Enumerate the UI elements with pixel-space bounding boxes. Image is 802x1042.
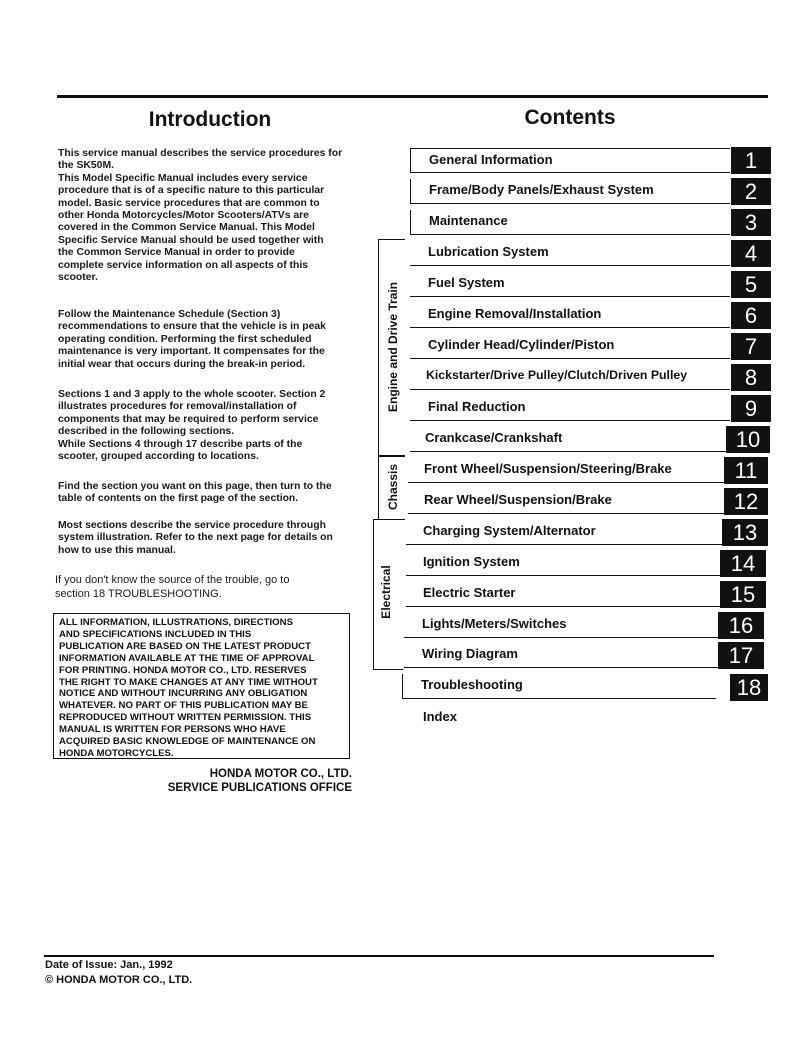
section-number-badge[interactable]: 7 (731, 333, 771, 360)
contents-row-7[interactable] (410, 334, 730, 359)
section-number-badge[interactable]: 17 (718, 642, 764, 669)
contents-row-17[interactable] (404, 643, 718, 668)
section-number-badge[interactable]: 10 (726, 426, 770, 453)
intro-paragraph-4: Find the section you want on this page, then turn to the table of contents on the first page of the section. (58, 481, 332, 505)
contents-row-4[interactable] (410, 241, 730, 266)
section-number-badge[interactable]: 16 (718, 612, 764, 639)
issue-date: Date of Issue: Jan., 1992 (45, 959, 173, 971)
contents-row-5[interactable] (410, 272, 730, 297)
section-number-badge[interactable]: 3 (731, 209, 771, 236)
electrical-group-label: Electrical (379, 565, 393, 619)
contents-row-11[interactable] (408, 458, 724, 483)
section-label: Cylinder Head/Cylinder/Piston (428, 337, 615, 352)
section-number-badge[interactable]: 1 (731, 147, 771, 174)
intro-paragraph-5: Most sections describe the service procedure through system illustration. Refer to the next page for details on how to use this manual. (58, 520, 333, 556)
section-number-badge[interactable]: 14 (720, 550, 766, 577)
contents-row-10[interactable] (410, 427, 726, 452)
section-number-badge[interactable]: 2 (731, 178, 771, 205)
index-link[interactable]: Index (423, 709, 457, 724)
legal-notice-box: ALL INFORMATION, ILLUSTRATIONS, DIRECTIONS AND SPECIFICATIONS INCLUDED IN THIS PUBLICATION ARE BASED ON THE LATEST PRODUCT INFORMATION AVAILABLE AT THE TIME OF APPROVAL FOR PRINTING. HONDA MOTOR CO., LTD. RESERVES THE RIGHT TO MAKE CHANGES AT ANY TIME WITHOUT NOTICE AND WITHOUT INCURRING ANY OBLIGATION WHATEVER. NO PART OF THIS PUBLICATION MAY BE REPRODUCED WITHOUT WRITTEN PERMISSION. THIS MANUAL IS WRITTEN FOR PERSONS WHO HAVE ACQUIRED BASIC KNOWLEDGE OF MAINTENANCE ON HONDA MOTORCYCLES. (53, 613, 350, 759)
section-label: Fuel System (428, 275, 505, 290)
contents-row-18[interactable] (402, 674, 716, 699)
section-label: Lights/Meters/Switches (422, 616, 567, 631)
section-label: Wiring Diagram (422, 646, 518, 661)
intro-paragraph-3: Sections 1 and 3 apply to the whole scooter. Section 2 illustrates procedures for removal/installation of components that may be required to perform service described in the following sections. While Sections 4 through 17 describe parts of the scooter, grouped according to locations. (58, 389, 326, 463)
contents-row-15[interactable] (406, 582, 720, 607)
contents-row-14[interactable] (406, 551, 720, 576)
section-label: Electric Starter (423, 585, 516, 600)
publisher-block: HONDA MOTOR CO., LTD. SERVICE PUBLICATIONS OFFICE (167, 768, 352, 794)
section-label: Maintenance (429, 213, 508, 228)
section-number-badge[interactable]: 11 (724, 457, 768, 484)
contents-row-1[interactable] (410, 148, 730, 173)
section-label: Engine Removal/Installation (428, 306, 602, 321)
section-label: Charging System/Alternator (423, 523, 596, 538)
section-label: Final Reduction (428, 399, 526, 414)
bottom-rule (44, 955, 714, 957)
section-label: Troubleshooting (421, 677, 523, 692)
contents-row-8[interactable] (410, 365, 730, 390)
contents-row-13[interactable] (406, 520, 722, 545)
section-number-badge[interactable]: 12 (724, 488, 768, 515)
intro-paragraph-6: If you don't know the source of the trouble, go to section 18 TROUBLESHOOTING. (55, 574, 290, 600)
top-rule (57, 95, 768, 98)
contents-row-6[interactable] (410, 303, 730, 328)
intro-paragraph-1: This service manual describes the service procedures for the SK50M. This Model Specific Manual includes every service procedure that is of a specific nature to this particular model. Basic service procedures that are common to other Honda Motorcycles/Motor Scooters/ATVs are covered in the Common Service Manual. This Model Specific Service Manual should be used together with the Common Service Manual in order to provide complete service information on all aspects of this scooter. (58, 148, 343, 284)
contents-row-9[interactable] (410, 396, 730, 421)
section-label: Frame/Body Panels/Exhaust System (429, 182, 654, 197)
section-number-badge[interactable]: 8 (731, 364, 771, 391)
contents-heading: Contents (524, 106, 616, 129)
engine-group-label: Engine and Drive Train (386, 281, 400, 413)
intro-paragraph-2: Follow the Maintenance Schedule (Section 3) recommendations to ensure that the vehicle is in peak operating condition. Performing the first scheduled maintenance is very important. It compensates for the initial wear that occurs during the break-in period. (58, 309, 326, 370)
introduction-heading: Introduction (148, 108, 272, 131)
chassis-group-label: Chassis (386, 463, 400, 511)
section-number-badge[interactable]: 15 (720, 581, 766, 608)
section-label: General Information (429, 152, 553, 167)
section-label: Front Wheel/Suspension/Steering/Brake (424, 461, 672, 476)
section-label: Lubrication System (428, 244, 549, 259)
section-number-badge[interactable]: 6 (731, 302, 771, 329)
section-number-badge[interactable]: 9 (731, 395, 771, 422)
copyright: © HONDA MOTOR CO., LTD. (45, 974, 193, 986)
section-label: Ignition System (423, 554, 520, 569)
section-label: Kickstarter/Drive Pulley/Clutch/Driven Pulley (426, 368, 688, 382)
contents-row-12[interactable] (408, 489, 724, 514)
contents-row-2[interactable] (410, 179, 730, 204)
section-number-badge[interactable]: 4 (731, 240, 771, 267)
section-label: Crankcase/Crankshaft (425, 430, 563, 445)
section-number-badge[interactable]: 18 (730, 674, 768, 701)
contents-row-3[interactable] (410, 210, 730, 235)
section-number-badge[interactable]: 5 (731, 271, 771, 298)
section-label: Rear Wheel/Suspension/Brake (424, 492, 612, 507)
contents-row-16[interactable] (404, 613, 718, 638)
section-number-badge[interactable]: 13 (722, 519, 768, 546)
